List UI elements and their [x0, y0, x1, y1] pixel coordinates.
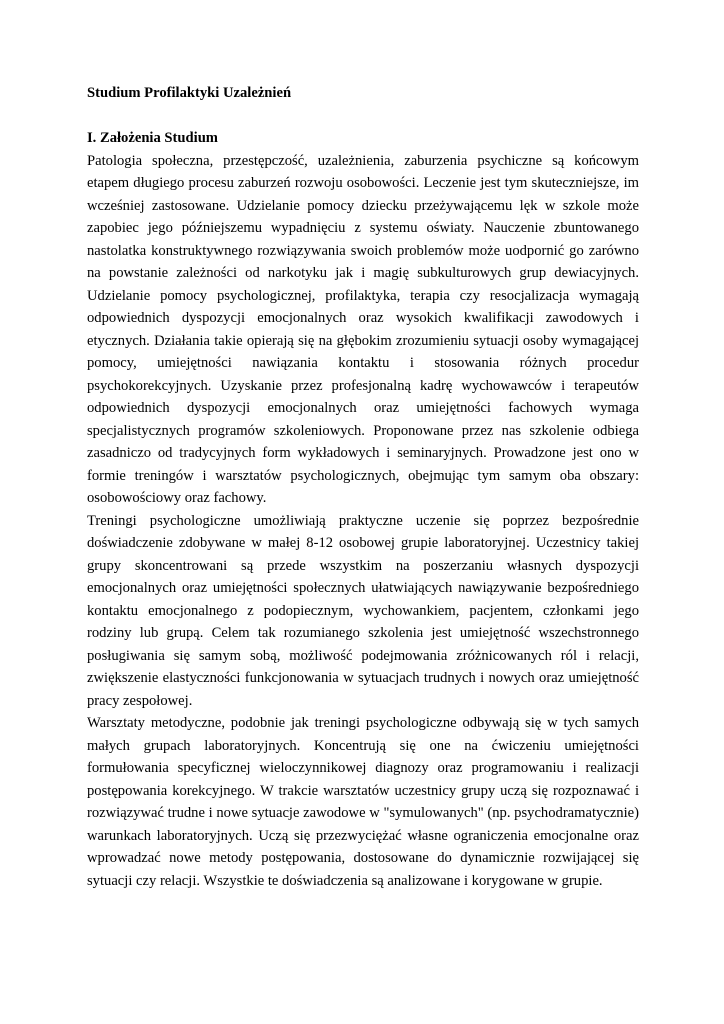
paragraph-psychological-trainings: Treningi psychologiczne umożliwiają praktyczne uczenie się poprzez bezpośrednie doświadczenie zdobywane w małej 8-12 osobowej grupie laboratoryjnej. Uczestnicy takiej grupy skoncentrowani są przede wszystkim na poszerzaniu własnych dyspozycji emocjonalnych oraz umiejętności społecznych ułatwiających nawiązywanie bezpośredniego kontaktu emocjonalnego z podopiecznym, wychowankiem, pacjentem, członkami jego rodziny lub grupą. Celem tak rozumianego szkolenia jest umiejętność wszechstronnego posługiwania się samym sobą, możliwość podejmowania zróżnicowanych ról i relacji, zwiększenie elastyczności funkcjonowania w sytuacjach trudnych i nowych oraz umiejętność pracy zespołowej.	[87, 512, 639, 709]
paragraph-methodical-workshops: Warsztaty metodyczne, podobnie jak treningi psychologiczne odbywają się w tych samych małych grupach laboratoryjnych. Koncentrują się one na ćwiczeniu umiejętności formułowania specyficznej wieloczynnikowej diagnozy oraz programowaniu i realizacji postępowania korekcyjnego. W trakcie warsztatów uczestnicy grupy uczą się rozpoznawać i rozwiązywać trudne i nowe sytuacje zawodowe w "symulowanych" (np. psychodramatycznie) warunkach laboratoryjnych. Uczą się przezwyciężać własne ograniczenia emocjonalne oraz wprowadzać nowe metody postępowania, dostosowane do dynamicznie rozwijającej się sytuacji czy relacji. Wszystkie te doświadczenia są analizowane i korygowane w grupie.	[87, 715, 639, 889]
document-body	[87, 82, 639, 892]
blank-line	[87, 105, 639, 128]
document-title: Studium Profilaktyki Uzależnień	[87, 85, 292, 101]
section-heading: I. Założenia Studium	[87, 130, 218, 146]
paragraph-introduction: Patologia społeczna, przestępczość, uzależnienia, zaburzenia psychiczne są końcowym etapem długiego procesu zaburzeń rozwoju osobowości. Leczenie jest tym skuteczniejsze, im wcześniej zastosowane. Udzielanie pomocy dziecku przeżywającemu lęk w szkole może zapobiec jego późniejszemu wypadnięciu z systemu oświaty. Nauczenie zbuntowanego nastolatka konstruktywnego rozwiązywania swoich problemów może uodpornić go zarówno na powstanie zależności od narkotyku jak i magię subkulturowych grup dewiacyjnych. Udzielanie pomocy psychologicznej, profilaktyka, terapia czy resocjalizacja wymagają odpowiednich dyspozycji emocjonalnych oraz wysokich kwalifikacji zawodowych i etycznych. Działania takie opierają się na głębokim zrozumieniu sytuacji osoby wymagającej pomocy, umiejętności nawiązania kontaktu i stosowania różnych procedur psychokorekcyjnych. Uzyskanie przez profesjonalną kadrę wychowawców i terapeutów odpowiednich dyspozycji emocjonalnych oraz umiejętności fachowych wymaga specjalistycznych programów szkoleniowych. Proponowane przez nas szkolenie odbiega zasadniczo od tradycyjnych form wykładowych i seminaryjnych. Prowadzone jest ono w formie treningów i warsztatów psychologicznych, obejmując tym samym oba obszary: osobowościowy oraz fachowy.	[87, 152, 639, 506]
